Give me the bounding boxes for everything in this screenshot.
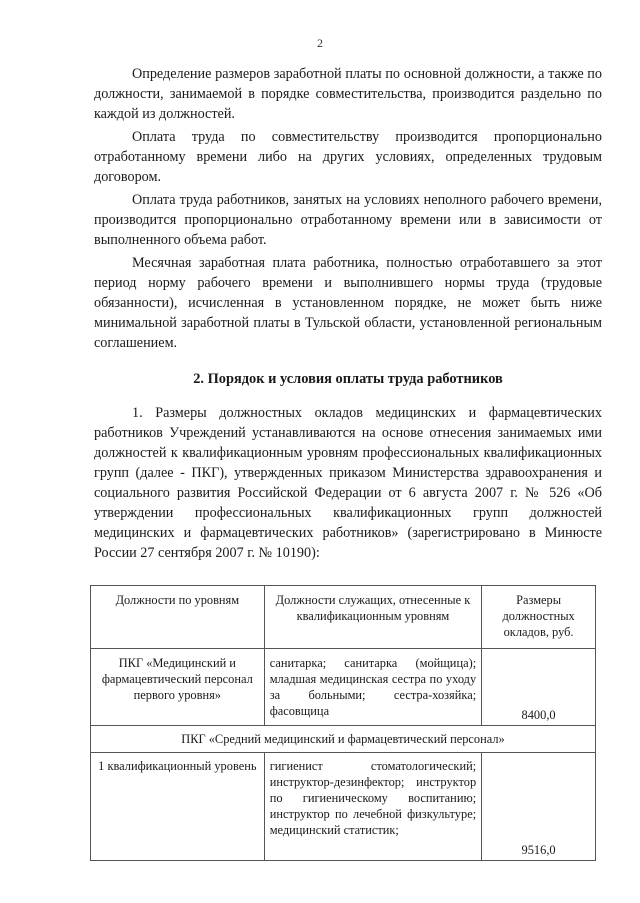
salary-table [90,585,596,861]
table-cell-level: 1 квалификационный уровень [91,753,265,861]
paragraph-part-time-pay: Оплата труда по совместительству производится пропорционально отработанному времени либо на других условиях, определенных трудовым договором. [94,129,602,185]
table-group-cell: ПКГ «Средний медицинский и фармацевтический персонал» [91,726,596,753]
table-cell-level: ПКГ «Медицинский и фармацевтический персонал первого уровня» [91,649,265,726]
table-cell-positions: санитарка; санитарка (мойщица); младшая медицинская сестра по уходу за больными; сестра-хозяйка; фасовщица [264,649,481,726]
table-cell-positions: гигиенист стоматологический; инструктор-дезинфектор; инструктор по гигиеническому воспитанию; инструктор по лечебной физкультуре; медицинский статистик; [264,753,481,861]
table-row [91,753,596,861]
table-header-cell: Должности по уровням [91,586,265,649]
table-header-row [91,586,596,649]
section-heading: 2. Порядок и условия оплаты труда работников [193,371,503,387]
table-cell-salary: 9516,0 [482,753,596,861]
paragraph-salary-levels: 1. Размеры должностных окладов медицинских и фармацевтических работников Учреждений устанавливаются на основе отнесения занимаемых ими должностей к квалификационным уровням профессиональных квалификационных групп (далее - ПКГ), утвержденных приказом Министерства здравоохранения и социального развития Российской Федерации от 6 августа 2007 г. № 526 «Об утверждении профессиональных квалификационных групп должностей медицинских и фармацевтических работников» (зарегистрировано в Минюсте России 27 сентября 2007 г. № 10190): [94,405,602,561]
paragraph-reduced-hours-pay: Оплата труда работников, занятых на условиях неполного рабочего времени, производится пропорционально отработанному времени или в зависимости от выполненного объема работ. [94,192,602,248]
table-group-row [91,726,596,753]
table-row [91,649,596,726]
table-header-cell: Размеры должностных окладов, руб. [482,586,596,649]
page-number: 2 [317,36,323,50]
document-body [94,64,602,861]
paragraph-minimum-wage: Месячная заработная плата работника, полностью отработавшего за этот период норму рабочего времени и выполнившего нормы труда (трудовые обязанности), исчисленная в установленном порядке, не может быть ниже минимальной заработной платы в Тульской области, установленной региональным соглашением. [94,255,602,351]
table-header-cell: Должности служащих, отнесенные к квалификационным уровням [264,586,481,649]
paragraph-salary-definition: Определение размеров заработной платы по основной должности, а также по должности, занимаемой в порядке совместительства, производится раздельно по каждой из должностей. [94,66,602,122]
table-cell-salary: 8400,0 [482,649,596,726]
